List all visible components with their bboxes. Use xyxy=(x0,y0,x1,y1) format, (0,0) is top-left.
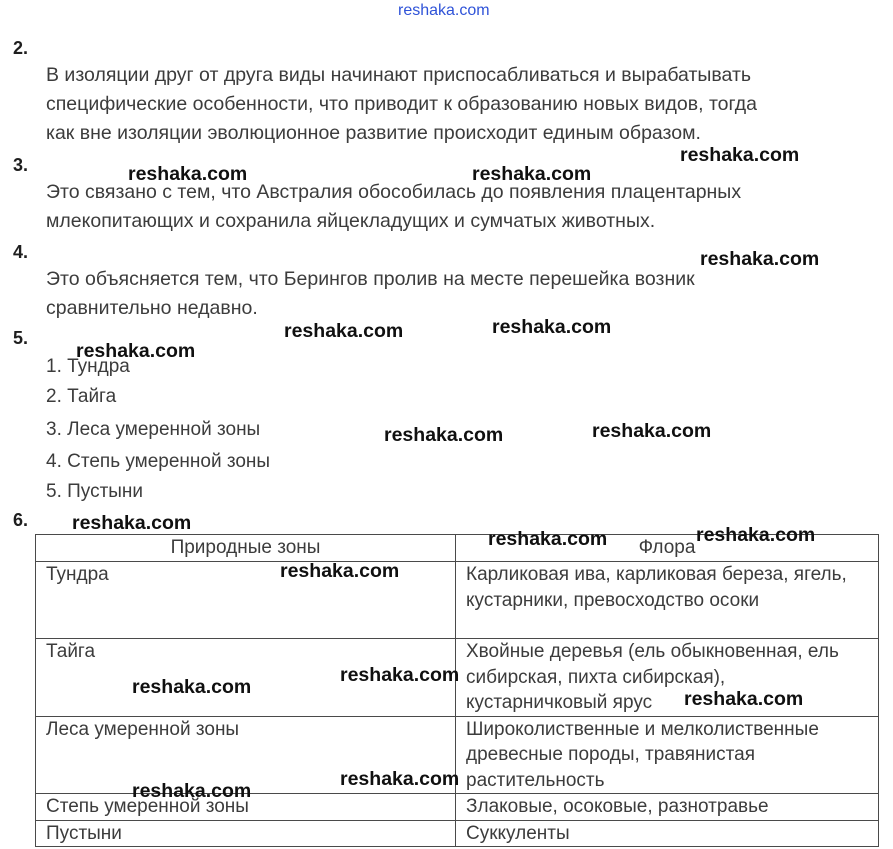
watermark: reshaka.com xyxy=(76,340,196,362)
list-item: 1. Тундра xyxy=(46,356,130,377)
answer-text-line: млекопитающих и сохранила яйцекладущих и сумчатых животных. xyxy=(46,210,656,232)
watermark: reshaka.com xyxy=(696,524,816,546)
flora-cell: Суккуленты xyxy=(456,820,879,847)
list-item: 2. Тайга xyxy=(46,386,117,407)
watermark: reshaka.com xyxy=(700,248,820,270)
item-number: 4. xyxy=(13,242,29,262)
flora-cell: Злаковые, осоковые, разнотравье xyxy=(456,794,879,821)
flora-cell: Карликовая ива, карликовая береза, ягель, кустарники, превосходство осоки xyxy=(456,562,879,639)
answer-text-line: В изоляции друг от друга виды начинают приспосабливаться и вырабатывать xyxy=(46,64,752,86)
list-item: 3. Леса умеренной зоны xyxy=(46,419,261,440)
zone-cell: Леса умеренной зоны xyxy=(36,716,456,794)
column-header: Природные зоны xyxy=(36,535,456,562)
watermark: reshaka.com xyxy=(128,163,248,185)
table-row xyxy=(36,562,879,639)
item-number: 2. xyxy=(13,38,29,58)
watermark: reshaka.com xyxy=(488,528,608,550)
flora-cell: Широколиственные и мелколиственные древесные породы, травянистая растительность xyxy=(456,716,879,794)
answer-text-line: как вне изоляции эволюционное развитие происходит единым образом. xyxy=(46,122,701,144)
answer-text-line: специфические особенности, что приводит к образованию новых видов, тогда xyxy=(46,93,757,115)
answer-text-line: сравнительно недавно. xyxy=(46,297,258,319)
watermark: reshaka.com xyxy=(680,144,800,166)
watermark: reshaka.com xyxy=(340,768,460,790)
zone-cell: Тундра xyxy=(36,562,456,639)
watermark: reshaka.com xyxy=(492,316,612,338)
watermark: reshaka.com xyxy=(340,664,460,686)
list-item: 5. Пустыни xyxy=(46,481,144,502)
flora-cell: Хвойные деревья (ель обыкновенная, ель сибирская, пихта сибирская), кустарничковый ярус xyxy=(456,639,879,717)
zone-cell: Тайга xyxy=(36,639,456,717)
answer-text-line: Это связано с тем, что Австралия обособилась до появления плацентарных xyxy=(46,181,742,203)
watermark: reshaka.com xyxy=(132,676,252,698)
item-number: 6. xyxy=(13,510,29,530)
watermark: reshaka.com xyxy=(592,420,712,442)
table-row xyxy=(36,820,879,847)
watermark: reshaka.com xyxy=(72,512,192,534)
item-number: 3. xyxy=(13,155,29,175)
list-item: 4. Степь умеренной зоны xyxy=(46,451,271,472)
zone-cell: Пустыни xyxy=(36,820,456,847)
watermark: reshaka.com xyxy=(284,320,404,342)
answer-text-line: Это объясняется тем, что Берингов пролив на месте перешейка возник xyxy=(46,268,695,290)
watermark: reshaka.com xyxy=(384,424,504,446)
column-header: Флора xyxy=(456,535,879,562)
watermark: reshaka.com xyxy=(472,163,592,185)
watermark: reshaka.com xyxy=(132,780,252,802)
zone-cell: Степь умеренной зоны xyxy=(36,794,456,821)
watermark: reshaka.com xyxy=(398,2,490,19)
watermark: reshaka.com xyxy=(280,560,400,582)
watermark: reshaka.com xyxy=(684,688,804,710)
item-number: 5. xyxy=(13,328,29,348)
